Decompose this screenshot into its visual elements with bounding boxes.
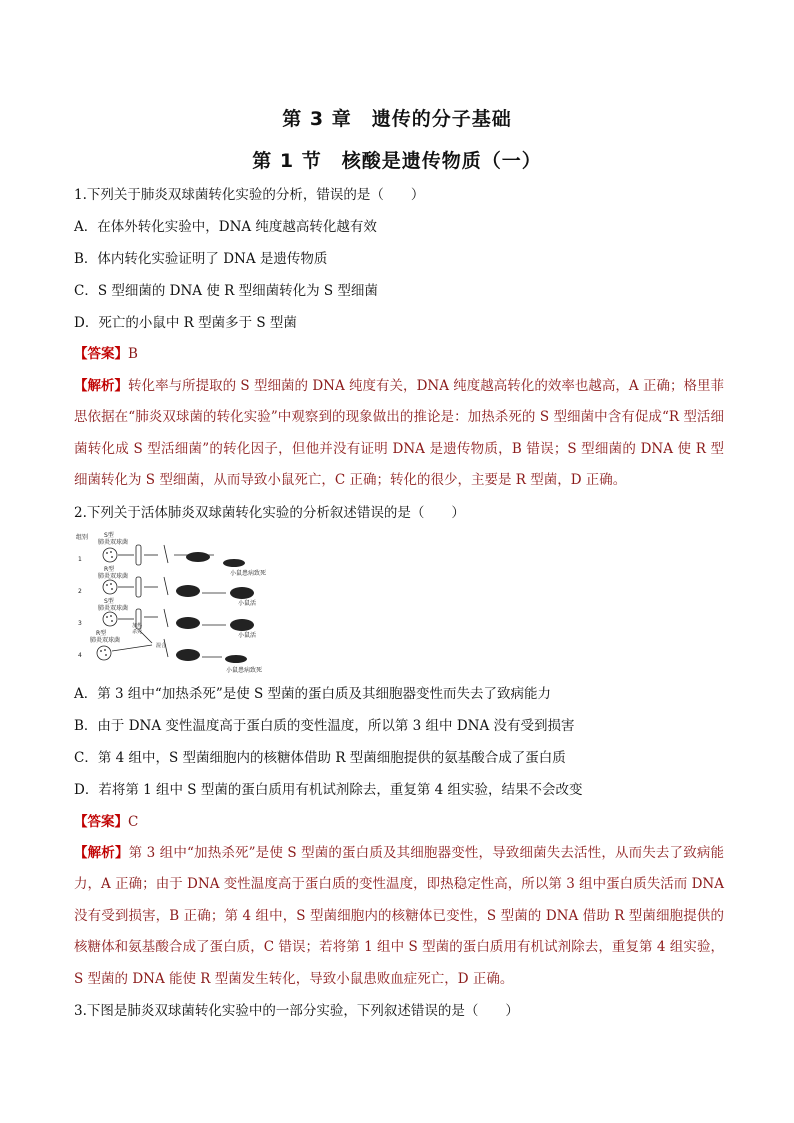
- figure-mouse-1: [186, 552, 210, 562]
- question-1-stem: 1.下列关于肺炎双球菌转化实验的分析，错误的是（ ）: [74, 187, 425, 203]
- question-2-stem: 2.下列关于活体肺炎双球菌转化实验的分析叙述错误的是（ ）: [74, 505, 465, 521]
- figure-label-1a: S型: [104, 532, 114, 539]
- figure-syringe-3: [164, 609, 168, 627]
- question-2-option-c: C．第 4 组中，S 型菌细胞内的核糖体借助 R 型菌细胞提供的氨基酸合成了蛋白质: [74, 750, 566, 766]
- figure-mouse-4: [176, 649, 200, 661]
- figure-result-1: 小鼠患病致死: [230, 570, 267, 577]
- answer-value: C: [128, 814, 139, 830]
- analysis-tag: 【解析】: [74, 378, 129, 394]
- figure-mouse-dead-4: [225, 655, 247, 663]
- figure-group-4: 4: [78, 652, 82, 659]
- answer-tag: 【答案】: [74, 814, 128, 830]
- analysis-tag: 【解析】: [74, 845, 129, 861]
- figure-tube-1: [136, 545, 141, 565]
- question-1-analysis: [74, 371, 724, 497]
- question-3-stem: 3.下图是肺炎双球菌转化实验中的一部分实验，下列叙述错误的是（ ）: [74, 1003, 519, 1019]
- question-2-answer: [74, 812, 138, 832]
- question-2-analysis: [74, 838, 724, 995]
- figure-dish-2: [103, 580, 117, 594]
- figure-mouse-2: [176, 585, 200, 597]
- figure-label-3b: 肺炎双球菌: [98, 605, 129, 612]
- figure-result-2: 小鼠活: [238, 600, 257, 607]
- figure-heat-label: 加热: [132, 623, 143, 629]
- figure-label-2b: 肺炎双球菌: [98, 573, 129, 580]
- question-2-option-a: A．第 3 组中“加热杀死”是使 S 型菌的蛋白质及其细胞器变性而失去了致病能力: [74, 686, 552, 702]
- figure-group-1: 1: [78, 556, 82, 563]
- figure-mouse-alive-3: [230, 619, 254, 631]
- figure-dish-1: [103, 548, 117, 562]
- figure-mouse-3: [176, 617, 200, 629]
- question-1-option-b: B．体内转化实验证明了 DNA 是遗传物质: [74, 251, 328, 267]
- answer-tag: 【答案】: [74, 346, 128, 362]
- figure-mouse-alive-2: [230, 587, 254, 599]
- experiment-figure: [74, 531, 284, 677]
- figure-mix-label: 混合: [156, 643, 167, 649]
- question-1-option-a: A．在体外转化实验中，DNA 纯度越高转化越有效: [74, 219, 377, 235]
- question-1-option-d: D．死亡的小鼠中 R 型菌多于 S 型菌: [74, 315, 297, 331]
- figure-syringe-2: [164, 577, 168, 595]
- chapter-title: 第 3 章 遗传的分子基础: [282, 108, 512, 130]
- question-1-option-c: C．S 型细菌的 DNA 使 R 型细菌转化为 S 型细菌: [74, 283, 378, 299]
- figure-result-4: 小鼠患病致死: [226, 667, 263, 674]
- analysis-text: 转化率与所提取的 S 型细菌的 DNA 纯度有关，DNA 纯度越高转化的效率也越高，A 正确；格里菲思依据在“肺炎双球菌的转化实验”中观察到的现象做出的推论是：加热杀死的 S 型细菌中含有促成“R 型活细菌转化成 S 型活细菌”的转化因子，但他并没有证明 DNA 是遗传物质，B 错误；S 型细菌的 DNA 使 R 型细菌转化为 S 型细菌，从而导致小鼠死亡，C 正确；转化的很少，主要是 R 型菌，D 正确。: [74, 378, 725, 489]
- figure-tube-2: [136, 577, 141, 597]
- figure-arrow-4b: [140, 631, 152, 643]
- question-1-answer: [74, 344, 138, 364]
- figure-result-3: 小鼠活: [238, 632, 257, 639]
- figure-label-2a: R型: [104, 566, 115, 573]
- figure-dish-3: [103, 612, 117, 626]
- figure-label-3a: S型: [104, 598, 114, 605]
- question-2-option-b: B．由于 DNA 变性温度高于蛋白质的变性温度，所以第 3 组中 DNA 没有受到损害: [74, 718, 575, 734]
- analysis-text: 第 3 组中“加热杀死”是使 S 型菌的蛋白质及其细胞器变性，导致细菌失去活性，从而失去了致病能力，A 正确；由于 DNA 变性温度高于蛋白质的变性温度，即热稳定性高，所以第 3 组中蛋白质失活而 DNA 没有受到损害，B 正确；第 4 组中，S 型菌细胞内的核糖体已变性，S 型菌的 DNA 借助 R 型菌细胞提供的核糖体和氨基酸合成了蛋白质，C 错误；若将第 1 组中 S 型菌的蛋白质用有机试剂除去，重复第 4 组实验，S 型菌的 DNA 能使 R 型菌发生转化，导致小鼠患败血症死亡，D 正确。: [74, 845, 724, 987]
- question-2-option-d: D．若将第 1 组中 S 型菌的蛋白质用有机试剂除去，重复第 4 组实验，结果不会改变: [74, 782, 583, 798]
- figure-heat-label-2: 杀死: [132, 629, 143, 635]
- figure-syringe-1: [164, 545, 168, 563]
- figure-group-2: 2: [78, 588, 82, 595]
- figure-label-1b: 肺炎双球菌: [98, 539, 129, 546]
- answer-value: B: [128, 346, 138, 362]
- figure-group-header: 组别: [76, 534, 89, 541]
- figure-label-4a: R型: [96, 630, 107, 637]
- figure-group-3: 3: [78, 620, 82, 627]
- figure-mouse-dead-1: [223, 559, 245, 567]
- figure-arrow-4a: [112, 645, 152, 651]
- figure-label-4b: 肺炎双球菌: [90, 637, 121, 644]
- figure-dish-4: [97, 646, 111, 660]
- section-title: 第 1 节 核酸是遗传物质（一）: [252, 150, 542, 172]
